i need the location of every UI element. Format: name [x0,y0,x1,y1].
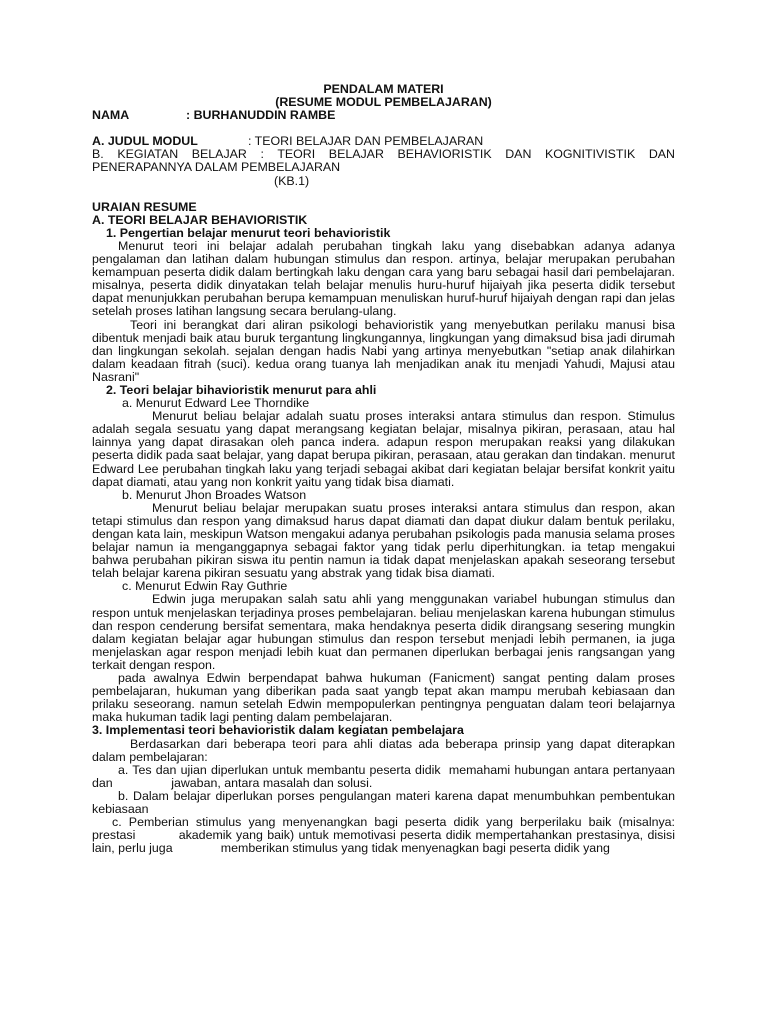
section-1-paragraph-2: Teori ini berangkat dari aliran psikologi behavioristik yang menyebutkan perilaku manusi bisa dibentuk menjadi baik atau buruk tergantung lingkungannya, lingkungan yang dimaksud bisa jadi dirumah dan lingkungan sekolah. sejalan dengan hadis Nabi yang artinya menyebutkan "setiap anak dilahirkan dalam keadaan fitrah (suci). kedua orang tuanya lah menjadikan anak itu menjadi Yahudi, Majusi atau Nasrani" [92,317,675,384]
name-value: : BURHANUDDIN RAMBE [186,108,336,123]
section-2c-paragraph-1: Edwin juga merupakan salah satu ahli yang menggunakan variabel hubungan stimulus dan respon untuk menjelaskan terjadinya proses pembelajaran. beliau menjelaskan karena hubungan stimulus dan respon cenderung bersifat sementara, maka hendaknya peserta didik dirangsang sesering mungkin dalam kegiatan belajar agar hubungan stimulus dan respon tersebut menjadi lebih permanen, ia juga menjelaskan agar respon menjadi lebih kuat dan permanen diperlukan berbagai jenis rangsangan yang terkait dengan respon. [92,592,675,672]
section-1-paragraph-1: Menurut teori ini belajar adalah perubahan tingkah laku yang disebabkan adanya adanya pengalaman dan latihan dalam hubungan stimulus dan respon. artinya, belajar merupakan perubahan kemampuan peserta didik dalam bertingkah laku dengan cara yang baru sebagai hasil dari pembelajaran. misalnya, peserta didik dinyatakan telah belajar menulis huru-huruf hijaiyah jika peserta didik tersebut dapat menunjukkan perubahan berupa kemampuan menuliskan huruf-huruf hijaiyah dengan rapi dan jelas setelah proses latihan langsung secara berulang-ulang. [92,238,675,319]
section-a-heading: A. TEORI BELAJAR BEHAVIORISTIK [92,212,308,227]
document-title: PENDALAM MATERI [323,82,444,96]
section-2c-paragraph-2: pada awalnya Edwin berpendapat bahwa hukuman (Fanicment) sangat penting dalam proses pembelajaran, hukuman yang diberikan pada saat yangb tepat akan mampu merubah kebiasaan dan prilaku seseorang. namun setelah Edwin mempopulerkan pentingnya penguatan dalam teori belajarnya maka hukuman tadik lagi penting dalam pembelajaran. [92,671,675,725]
name-row [92,109,675,122]
section-3-item-a: a. Tes dan ujian diperlukan untuk membantu peserta didik memahami hubungan antara pertanyaan dan jawaban, antara masalah dan solusi. [92,762,679,790]
section-2b-paragraph: Menurut beliau belajar merupakan suatu proses interaksi antara stimulus dan respon, akan tetapi stimulus dan respon yang dimaksud harus dapat diamati dan dapat diukur dalam bentuk perilaku, dengan kata lain, meskipun Watson mengakui adanya perubahan psikologis pada manusia selama proses belajar namun ia menganggapnya sebagai faktor yang tidak perlu diperhitungkan. ia tetap mengakui bahwa perubahan pikiran siswa itu pentin namun ia tidak dapat menjelaskan apakah seseorang tersebut telah belajar karena pikiran sesuatu yang abstrak yang tidak bisa diamati. [92,500,675,581]
resume-heading: URAIAN RESUME [92,199,197,214]
judul-modul-value: : TEORI BELAJAR DAN PEMBELAJARAN [248,134,484,149]
name-label: NAMA [92,108,130,123]
section-3-item-b: b. Dalam belajar diperlukan porses pengulangan materi karena dapat menumbuhkan pembentukan kebiasaan [92,788,675,816]
section-3-item-c: c. Pemberian stimulus yang menyenangkan bagi peserta didik yang berperilaku baik (misalnya: prestasi akademik yang baik) untuk memotivasi peserta didik mempertahankan prestasinya, disisi lain, perlu juga memberikan stimulus yang tidak menyenagkan bagi peserta didik yang [92,815,679,856]
section-2-heading: 2. Teori belajar bihavioristik menurut para ahli [106,382,377,397]
section-2a-paragraph: Menurut beliau belajar adalah suatu proses interaksi antara stimulus dan respon. Stimulus adalah segala sesuatu yang dapat merangsang kegiatan belajar, misalnya pikiran, perasaan, atau hal lainnya yang dapat dirasakan oleh panca indera. adapun respon merupakan reaksi yang dilakukan peserta didik pada saat belajar, yang dapat berupa pikiran, perasaan, atau gerakan dan tindakan. menurut Edward Lee perubahan tingkah laku yang terjadi sebagai akibat dari kegiatan belajar bersifat konkrit yaitu dapat diamati, atau yang non konkrit yaitu yang tidak bisa diamati. [92,409,675,489]
section-2b-heading: b. Menurut Jhon Broades Watson [122,487,307,502]
section-2a-heading: a. Menurut Edward Lee Thorndike [122,396,310,411]
document-subtitle: (RESUME MODUL PEMBELAJARAN) [275,95,492,110]
kegiatan-belajar-line1: B. KEGIATAN BELAJAR : TEORI BELAJAR BEHAVIORISTIK DAN KOGNITIVISTIK DAN [92,147,675,162]
section-2c-heading: c. Menurut Edwin Ray Guthrie [122,579,288,594]
judul-modul-label: A. JUDUL MODUL [92,134,198,149]
kb-label: (KB.1) [274,173,310,188]
kegiatan-belajar-line2: PENERAPANNYA DALAM PEMBELAJARAN [92,160,341,175]
section-1-heading: 1. Pengertian belajar menurut teori behavioristik [106,225,391,240]
document-page [92,82,679,856]
section-3-heading: 3. Implementasi teori behavioristik dalam kegiatan pembelajara [92,723,464,738]
section-3-paragraph: Berdasarkan dari beberapa teori para ahli diatas ada beberapa prinsip yang dapat diterapkan dalam pembelajaran: [92,736,675,764]
